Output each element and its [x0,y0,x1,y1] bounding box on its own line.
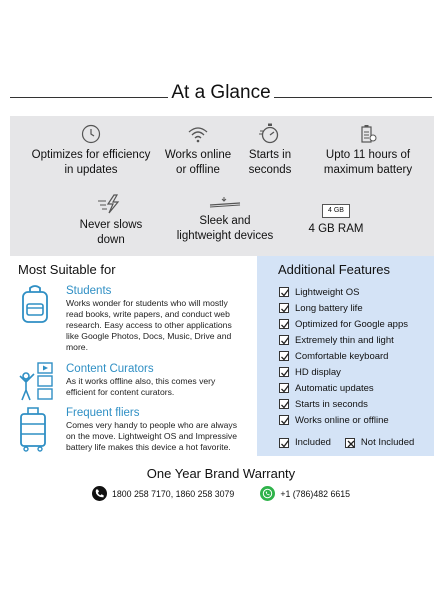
checked-box-icon [279,415,289,425]
warranty-title: One Year Brand Warranty [146,466,296,481]
feature-check-label: HD display [295,366,341,378]
page-title: At a Glance [171,82,271,103]
feature-check-label: Lightweight OS [295,286,360,298]
checked-box-icon [279,351,289,361]
feature-check-label: Long battery life [295,302,363,314]
checked-box-icon [279,319,289,329]
legend-not-included: Not Included [360,437,415,448]
additional-features-list [279,284,408,428]
feature-check-item [279,412,408,428]
phone-numbers[interactable]: 1800 258 7170, 1860 258 3079 [112,488,235,499]
feature-check-item [279,348,408,364]
feature-check-label: Starts in seconds [295,398,368,410]
frequent-fliers-heading: Frequent fliers [66,407,140,419]
at-a-glance-panel [10,116,434,256]
list-item-content-curators [18,362,258,402]
feature-check-label: Optimized for Google apps [295,318,409,330]
students-description: Works wonder for students who will mostly read books, write papers, and conduct web research. Easy access to other applications like Google Photos, Docs, Music, Drive and more. [66,298,232,352]
wifi-icon [187,124,209,144]
feature-starts-fast: Starts in seconds [232,122,308,178]
checkbox-legend [279,437,414,448]
clock-icon [81,124,101,144]
feature-check-item [279,332,408,348]
checked-box-icon [279,303,289,313]
feature-efficiency: Optimizes for efficiency in updates [16,124,166,178]
frequent-fliers-description: Comes very handy to people who are always on the move. Lightweight OS and Impressive battery life makes this device a hot favorite. [66,420,238,452]
whatsapp-number[interactable]: +1 (786)482 6615 [280,488,351,499]
list-item-students [18,284,258,358]
students-heading: Students [66,285,112,297]
stopwatch-icon [258,122,282,144]
backpack-icon [18,284,52,324]
checked-box-icon [279,287,289,297]
checked-box-icon [279,335,289,345]
content-curators-description: As it works offline also, this comes very efficient for content curators. [66,376,216,397]
ram-chip-icon: 4 GB [322,204,350,218]
most-suitable-title: Most Suitable for [18,262,116,277]
feature-check-item [279,284,408,300]
phone-icon [92,486,107,501]
most-suitable-section [10,256,256,456]
section-header [10,82,432,108]
feature-check-label: Automatic updates [295,382,374,394]
feature-online-offline: Works online or offline [150,124,246,178]
feature-check-item [279,380,408,396]
contact-row [92,486,350,501]
feature-ram: 4 GB 4 GB RAM [298,204,374,237]
lightning-icon [96,194,126,214]
additional-features-title: Additional Features [278,262,391,277]
feature-check-item [279,316,408,332]
list-item-frequent-fliers [18,406,258,454]
legend-included: Included [295,437,331,448]
whatsapp-icon [260,486,275,501]
feature-check-label: Comfortable keyboard [295,350,389,362]
checked-box-icon [279,438,289,448]
feature-never-slows: Never slows down [66,194,156,248]
feature-check-item [279,364,408,380]
feature-check-label: Extremely thin and light [295,334,394,346]
feature-check-item [279,396,408,412]
feature-sleek: Sleek and lightweight devices [160,196,290,244]
content-curator-icon [18,362,60,402]
feature-check-item [279,300,408,316]
feature-check-label: Works online or offline [295,414,389,426]
content-curators-heading: Content Curators [66,363,154,375]
crossed-box-icon [345,438,355,448]
battery-icon [359,124,377,144]
header-divider-right [274,97,432,98]
checked-box-icon [279,383,289,393]
checked-box-icon [279,367,289,377]
laptop-slim-icon [207,196,243,210]
suitcase-icon [18,406,48,452]
feature-battery: Upto 11 hours of maximum battery [306,124,430,178]
additional-features-panel [257,256,434,456]
checked-box-icon [279,399,289,409]
